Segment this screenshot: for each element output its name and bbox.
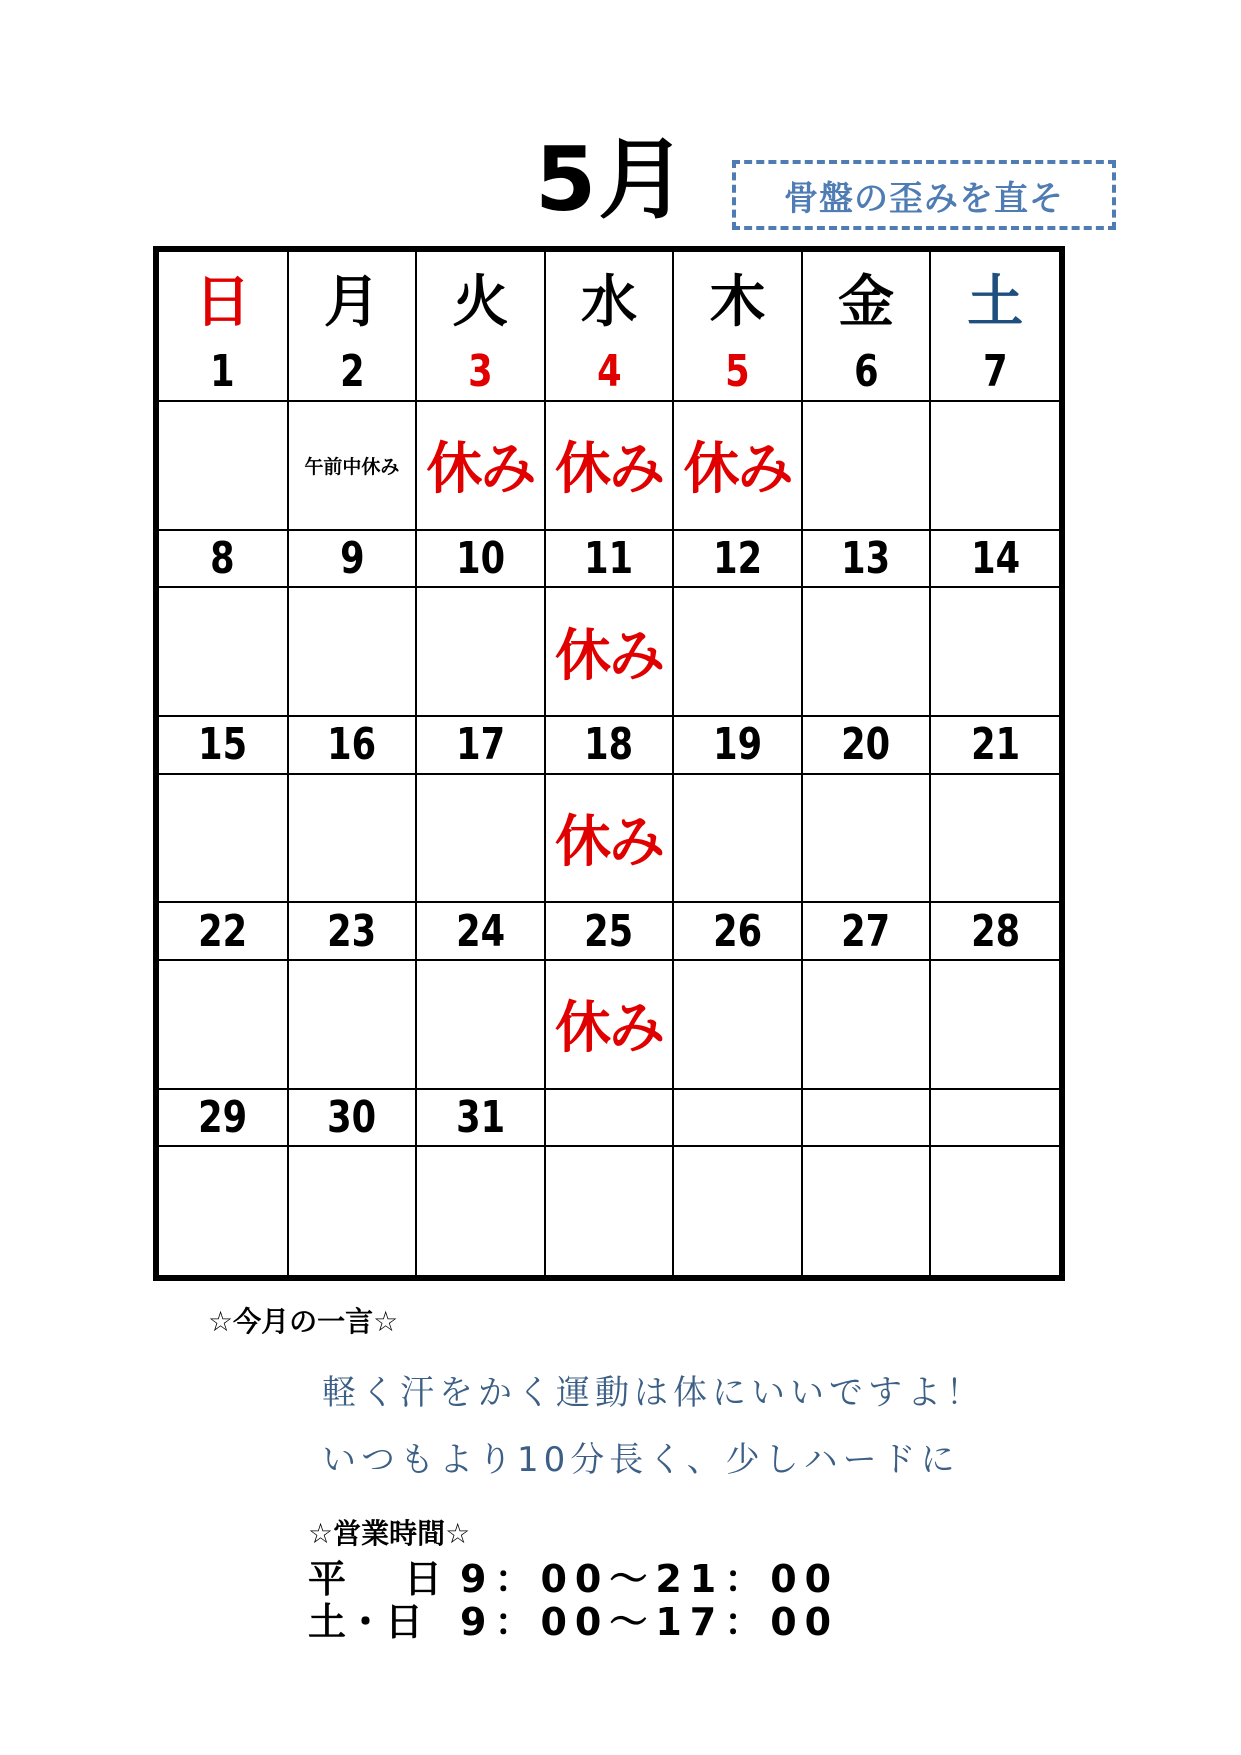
date-number: 28 <box>970 905 1020 957</box>
date-cell <box>288 344 417 401</box>
date-cell <box>673 716 802 773</box>
date-number: 10 <box>455 533 505 585</box>
day-note: 午前中休み <box>304 455 400 478</box>
date-number: 19 <box>713 719 763 771</box>
message-line-2: いつもより10分長く、少しハードに <box>322 1440 960 1480</box>
hours-heading: ☆営業時間☆ <box>308 1517 471 1550</box>
day-note-cell <box>930 960 1059 1089</box>
day-note-cell <box>159 774 288 903</box>
day-note-cell <box>673 587 802 716</box>
day-note-cell <box>416 960 545 1089</box>
date-number: 7 <box>982 346 1008 398</box>
day-note-cell <box>288 587 417 716</box>
date-cell <box>159 530 288 587</box>
date-cell <box>288 902 417 959</box>
weekday-header-row <box>159 252 1059 344</box>
date-number: 8 <box>210 533 236 585</box>
date-cell <box>545 902 674 959</box>
date-cell <box>673 1089 802 1146</box>
closed-label: 休み <box>554 809 663 875</box>
weekday-mon: 月 <box>323 269 380 335</box>
weekday-fri: 金 <box>838 269 895 335</box>
note-row <box>159 1146 1059 1275</box>
weekday-cell <box>930 252 1059 344</box>
date-cell <box>416 902 545 959</box>
date-number: 20 <box>841 719 891 771</box>
day-note-cell <box>802 774 931 903</box>
weekday-cell <box>288 252 417 344</box>
day-note-cell <box>545 1146 674 1275</box>
date-number: 18 <box>584 719 634 771</box>
day-note-cell <box>930 587 1059 716</box>
date-number: 5 <box>725 346 750 398</box>
date-cell <box>930 902 1059 959</box>
day-note-cell <box>673 960 802 1089</box>
date-number: 2 <box>339 346 365 398</box>
tagline-text: 骨盤の歪みを直そ <box>784 178 1064 219</box>
day-note-cell <box>802 401 931 530</box>
closed-label: 休み <box>554 623 663 689</box>
note-row <box>159 774 1059 903</box>
day-note-cell <box>288 960 417 1089</box>
date-cell <box>545 344 674 401</box>
day-note-cell <box>673 1146 802 1275</box>
weeks-body <box>159 344 1059 1275</box>
date-number: 1 <box>210 346 236 398</box>
date-number: 31 <box>455 1091 505 1143</box>
date-cell <box>545 530 674 587</box>
day-note-cell <box>159 1146 288 1275</box>
weekday-cell <box>159 252 288 344</box>
date-number: 21 <box>970 719 1020 771</box>
hours-time: 9：00～17：00 <box>460 1600 840 1644</box>
day-note-cell <box>416 587 545 716</box>
day-note-cell <box>930 401 1059 530</box>
closed-label: 休み <box>683 437 792 503</box>
weekday-cell <box>673 252 802 344</box>
weekday-cell <box>416 252 545 344</box>
day-note-cell <box>159 587 288 716</box>
date-cell <box>802 1089 931 1146</box>
date-cell <box>802 344 931 401</box>
date-number: 14 <box>970 533 1020 585</box>
date-number: 25 <box>584 905 634 957</box>
weekday-sat: 土 <box>967 269 1024 335</box>
hours-row-weekend <box>308 1598 839 1646</box>
date-row <box>159 1089 1059 1146</box>
weekday-cell <box>802 252 931 344</box>
date-cell <box>802 902 931 959</box>
day-note-cell <box>930 774 1059 903</box>
hours-label: 土･日 <box>308 1600 434 1644</box>
hours-row-weekday <box>308 1555 839 1603</box>
note-row <box>159 960 1059 1089</box>
tagline-box <box>732 160 1116 230</box>
weekday-tue: 火 <box>452 269 509 335</box>
date-cell <box>159 344 288 401</box>
date-number: 26 <box>713 905 763 957</box>
date-number: 3 <box>468 346 493 398</box>
date-number: 30 <box>327 1091 377 1143</box>
day-note-cell <box>802 587 931 716</box>
date-number: 27 <box>841 905 891 957</box>
date-cell <box>673 902 802 959</box>
day-note-cell <box>802 960 931 1089</box>
calendar-table <box>159 252 1059 1275</box>
message-line-1: 軽く汗をかく運動は体にいいですよ！ <box>322 1373 985 1413</box>
date-number: 11 <box>584 533 634 585</box>
date-number: 12 <box>713 533 763 585</box>
date-cell <box>673 344 802 401</box>
day-note-cell <box>288 774 417 903</box>
date-number: 6 <box>853 346 879 398</box>
date-cell <box>288 716 417 773</box>
hours-time: 9：00～21：00 <box>460 1557 840 1601</box>
day-note-cell <box>545 774 674 903</box>
date-cell <box>416 530 545 587</box>
date-cell <box>288 530 417 587</box>
weekday-wed: 水 <box>580 269 637 335</box>
date-number: 29 <box>198 1091 248 1143</box>
date-cell <box>930 1089 1059 1146</box>
weekday-sun: 日 <box>194 269 251 335</box>
weekday-thu: 木 <box>709 269 766 335</box>
note-row <box>159 587 1059 716</box>
day-note-cell <box>416 401 545 530</box>
message-heading: ☆今月の一言☆ <box>208 1305 399 1338</box>
date-number: 22 <box>198 905 248 957</box>
date-cell <box>159 902 288 959</box>
day-note-cell <box>545 587 674 716</box>
date-cell <box>545 1089 674 1146</box>
closed-label: 休み <box>554 437 663 503</box>
date-cell <box>416 716 545 773</box>
day-note-cell <box>416 1146 545 1275</box>
date-cell <box>930 344 1059 401</box>
date-cell <box>545 716 674 773</box>
day-note-cell <box>545 960 674 1089</box>
day-note-cell <box>159 401 288 530</box>
date-number: 9 <box>339 533 365 585</box>
day-note-cell <box>673 774 802 903</box>
date-number: 23 <box>327 905 377 957</box>
day-note-cell <box>673 401 802 530</box>
closed-label: 休み <box>554 996 663 1062</box>
date-cell <box>288 1089 417 1146</box>
day-note-cell <box>288 1146 417 1275</box>
date-number: 17 <box>455 719 505 771</box>
calendar-grid <box>153 246 1065 1281</box>
note-row <box>159 401 1059 530</box>
date-number: 15 <box>198 719 248 771</box>
day-note-cell <box>930 1146 1059 1275</box>
date-cell <box>673 530 802 587</box>
month-title: 5月 <box>535 128 689 231</box>
date-cell <box>159 1089 288 1146</box>
date-cell <box>416 1089 545 1146</box>
closed-label: 休み <box>426 437 535 503</box>
date-cell <box>930 530 1059 587</box>
date-row <box>159 530 1059 587</box>
date-number: 24 <box>455 905 505 957</box>
date-row <box>159 716 1059 773</box>
date-cell <box>159 716 288 773</box>
date-cell <box>416 344 545 401</box>
date-row <box>159 902 1059 959</box>
day-note-cell <box>802 1146 931 1275</box>
hours-label: 平 日 <box>308 1557 453 1601</box>
date-number: 16 <box>327 719 377 771</box>
date-cell <box>930 716 1059 773</box>
day-note-cell <box>416 774 545 903</box>
weekday-cell <box>545 252 674 344</box>
date-number: 4 <box>596 346 622 398</box>
date-row <box>159 344 1059 401</box>
day-note-cell <box>545 401 674 530</box>
date-number: 13 <box>841 533 891 585</box>
day-note-cell <box>288 401 417 530</box>
date-cell <box>802 716 931 773</box>
day-note-cell <box>159 960 288 1089</box>
date-cell <box>802 530 931 587</box>
